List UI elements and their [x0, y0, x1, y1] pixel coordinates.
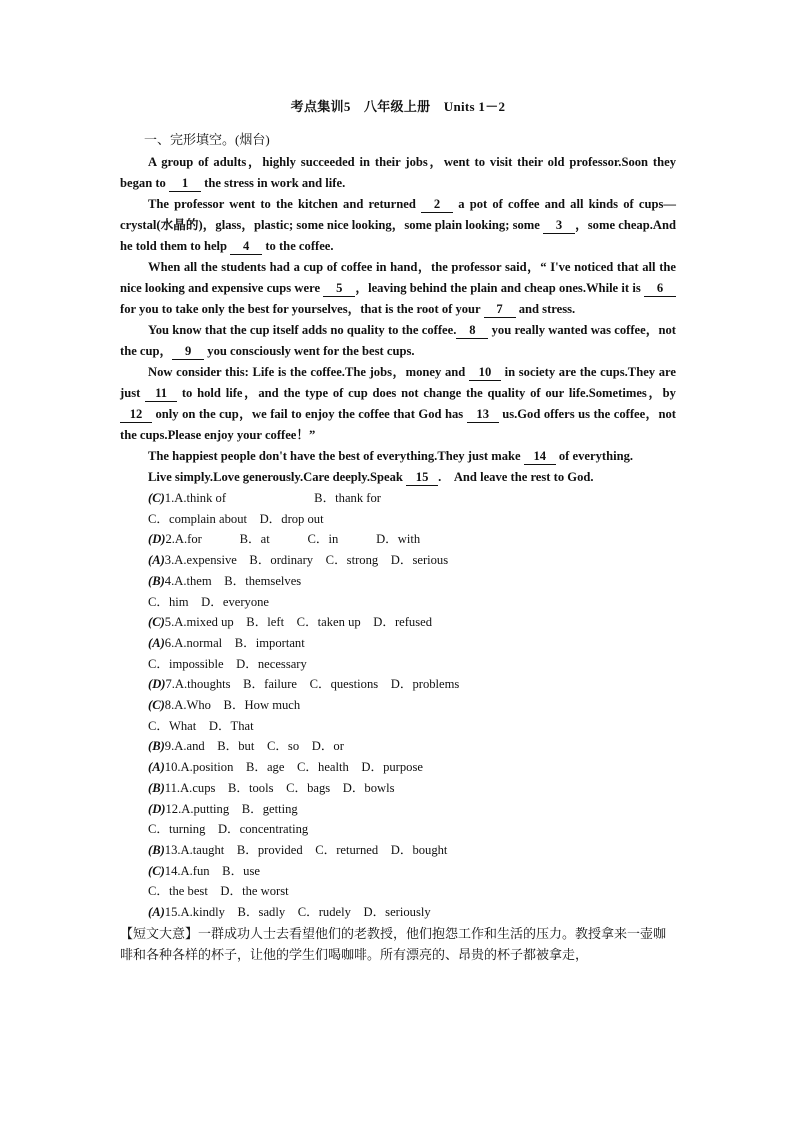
option-text: 14.A.fun B．use: [164, 863, 260, 878]
answer-key: (A): [148, 760, 165, 775]
answer-key: (D): [148, 532, 166, 547]
option-line: [148, 592, 676, 613]
option-text: C．the best D．the worst: [148, 884, 289, 899]
passage-paragraph: [120, 152, 676, 194]
blank-number: 8: [456, 323, 488, 339]
options-list: [148, 488, 676, 923]
option-line: [148, 840, 676, 861]
passage-text: you really wanted was coffee，not the cup，: [120, 323, 676, 358]
option-line: [148, 778, 676, 799]
blank-number: 4: [230, 239, 262, 255]
passage-text: of everything.: [555, 449, 634, 463]
option-text: 5.A.mixed up B．left C．taken up D．refused: [164, 615, 433, 630]
blank-number: 14: [524, 449, 556, 465]
option-text: 15.A.kindly B．sadly C．rudely D．seriously: [164, 905, 431, 920]
option-text: 2.A.for B．at C．in D．with: [165, 532, 421, 547]
option-line: [148, 861, 676, 882]
option-line: [148, 488, 676, 509]
blank-number: 15: [406, 470, 438, 486]
passage-paragraph: [120, 362, 676, 446]
option-line: [148, 881, 676, 902]
answer-key: (A): [148, 553, 165, 568]
answer-key: (C): [148, 698, 165, 713]
option-text: 3.A.expensive B．ordinary C．strong D．serious: [164, 553, 449, 568]
passage-text: Live simply.Love generously.Care deeply.Speak: [148, 470, 407, 484]
answer-key: (D): [148, 801, 166, 816]
passage-text: in society are the cups.They are just: [120, 365, 676, 400]
option-text: C．turning D．concentrating: [148, 822, 309, 837]
option-text: C．complain about D．drop out: [148, 511, 324, 526]
blank-number: 5: [323, 281, 355, 297]
passage-text: and stress.: [515, 302, 576, 316]
blank-number: 12: [120, 407, 152, 423]
document-page: [120, 96, 676, 965]
blank-number: 7: [484, 302, 516, 318]
passage-text: only on the cup，we fail to enjoy the coffee that God has: [152, 407, 467, 421]
option-text: 12.A.putting B．getting: [165, 801, 298, 816]
option-text: 6.A.normal B．important: [164, 635, 305, 650]
section-heading: 一、完形填空。(烟台): [144, 132, 270, 147]
passage-text: for you to take only the best for yourselves，that is the root of your: [120, 302, 484, 316]
option-line: [148, 799, 676, 820]
passage-text: to the coffee.: [262, 239, 334, 253]
passage-paragraph: [120, 320, 676, 362]
option-line: [148, 819, 676, 840]
summary-text: 【短文大意】一群成功人士去看望他们的老教授，他们抱怨工作和生活的压力。教授拿来一壶咖啡和各种各样的杯子，让他的学生们喝咖啡。所有漂亮的、昂贵的杯子都被拿走，: [120, 925, 667, 962]
passage-text: . And leave the rest to God.: [438, 470, 594, 484]
answer-key: (B): [148, 573, 165, 588]
passage-paragraph: [120, 446, 676, 467]
answer-key: (B): [148, 739, 165, 754]
option-text: 4.A.them B．themselves: [164, 573, 302, 588]
option-line: [148, 654, 676, 675]
passage-paragraph: [120, 257, 676, 320]
passage-text: a pot of coffee and all kinds of cups—crystal(水晶的)，glass，plastic; some nice looking，some plain looking; some: [120, 197, 677, 232]
option-line: [148, 757, 676, 778]
option-line: [148, 550, 676, 571]
option-line: [148, 571, 676, 592]
option-text: C．impossible D．necessary: [148, 656, 307, 671]
blank-number: 3: [543, 218, 575, 234]
passage-paragraph: [120, 194, 676, 257]
option-line: [148, 529, 676, 550]
option-text: 8.A.Who B．How much: [164, 698, 301, 713]
blank-number: 9: [172, 344, 204, 360]
option-text: 11.A.cups B．tools C．bags D．bowls: [164, 780, 395, 795]
passage-text: The happiest people don't have the best of everything.They just make: [148, 449, 524, 463]
passage-paragraph: [120, 467, 676, 488]
option-text: 9.A.and B．but C．so D．or: [164, 739, 344, 754]
passage-text: Now consider this: Life is the coffee.The jobs，money and: [148, 365, 469, 379]
answer-key: (C): [148, 615, 165, 630]
option-line: [148, 612, 676, 633]
answer-key: (B): [148, 842, 165, 857]
passage-text: the stress in work and life.: [200, 176, 346, 190]
passage-text: You know that the cup itself adds no quality to the coffee.: [148, 323, 457, 337]
option-text: 1.A.think of B．thank for: [164, 491, 381, 505]
answer-key: (B): [148, 780, 165, 795]
blank-number: 1: [169, 176, 201, 192]
answer-key: (C): [148, 491, 165, 505]
passage-text: The professor went to the kitchen and returned: [148, 197, 422, 211]
passage-text: you consciously went for the best cups.: [204, 344, 415, 358]
option-line: [148, 736, 676, 757]
passage-text: ，leaving behind the plain and cheap ones.While it is: [355, 281, 644, 295]
option-line: [148, 674, 676, 695]
option-text: C．What D．That: [148, 718, 254, 733]
option-line: [148, 695, 676, 716]
option-text: C．him D．everyone: [148, 594, 270, 609]
passage-text: When all the students had a cup of coffee in hand，the professor said，“ I've noticed that all the nice looking and expensive cups were: [120, 260, 676, 295]
answer-key: (D): [148, 677, 166, 692]
option-line: [148, 509, 676, 530]
answer-key: (A): [148, 905, 165, 920]
answer-key: (C): [148, 863, 165, 878]
cloze-passage: [120, 152, 676, 488]
answer-key: (A): [148, 635, 165, 650]
passage-text: us.God offers us the coffee，not the cups.Please enjoy your coffee！”: [120, 407, 676, 442]
passage-text: ，some cheap.And he told them to help: [120, 218, 676, 253]
option-text: 7.A.thoughts B．failure C．questions D．problems: [165, 677, 460, 692]
blank-number: 6: [644, 281, 676, 297]
passage-text: to hold life，and the type of cup does not change the quality of our life.Sometimes，by: [177, 386, 676, 400]
blank-number: 10: [469, 365, 501, 381]
option-line: [148, 716, 676, 737]
blank-number: 11: [145, 386, 177, 402]
blank-number: 2: [421, 197, 453, 213]
option-text: 13.A.taught B．provided C．returned D．bought: [164, 842, 448, 857]
passage-text: A group of adults，highly succeeded in their jobs，went to visit their old professor.Soon they began to: [120, 155, 676, 190]
option-text: 10.A.position B．age C．health D．purpose: [164, 760, 423, 775]
page-title: 考点集训5 八年级上册 Units 1－2: [290, 99, 506, 114]
option-line: [148, 902, 676, 923]
blank-number: 13: [467, 407, 499, 423]
option-line: [148, 633, 676, 654]
